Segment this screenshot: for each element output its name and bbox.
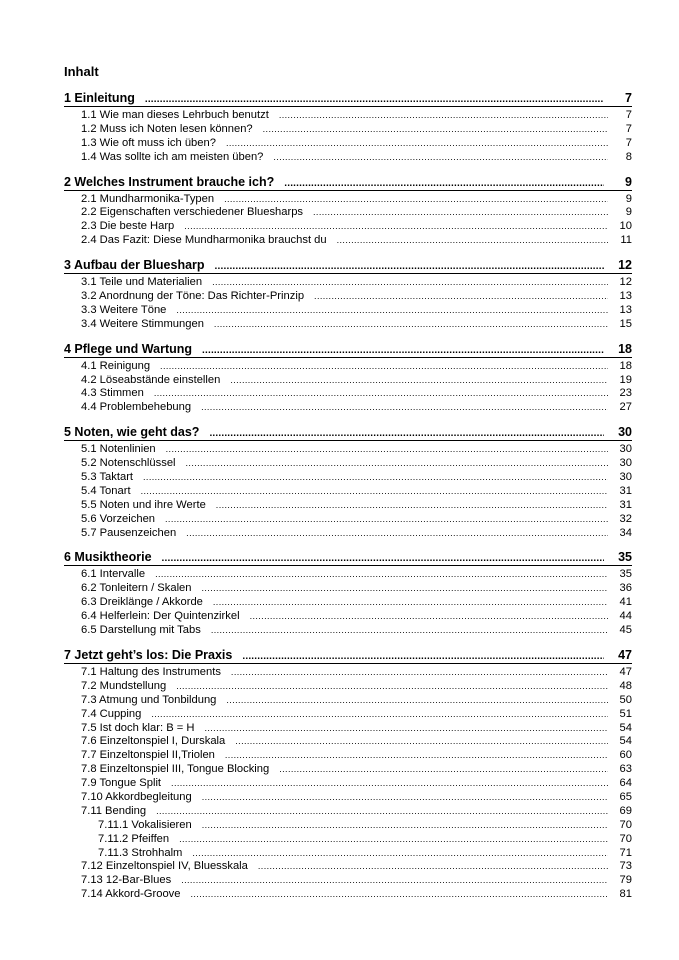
entry-page-number: 81 — [619, 888, 632, 901]
dot-leader — [186, 457, 608, 471]
dot-leader — [337, 234, 608, 248]
chapter-title: 3 Aufbau der Bluesharp — [64, 258, 205, 273]
entry-title: 7.11.3 Strohhalm — [98, 846, 183, 859]
toc-entry — [64, 360, 632, 374]
toc-entry — [64, 624, 632, 638]
chapter-title: 7 Jetzt geht’s los: Die Praxis — [64, 647, 233, 662]
dot-leader — [171, 777, 608, 791]
dot-leader — [226, 137, 608, 151]
toc-entry — [64, 805, 632, 819]
entry-title: 7.7 Einzeltonspiel II,Triolen — [81, 749, 215, 762]
toc-entry — [64, 680, 632, 694]
entry-title: 2.4 Das Fazit: Diese Mundharmonika brauchst du — [81, 234, 327, 247]
dot-leader — [213, 596, 608, 610]
toc-entry — [64, 860, 632, 874]
dot-leader — [284, 176, 604, 192]
entry-title: 7.5 Ist doch klar: B = H — [81, 721, 195, 734]
dot-leader — [258, 860, 608, 874]
entry-page-number: 50 — [619, 693, 632, 706]
entry-page-number: 47 — [619, 665, 632, 678]
toc-entry — [64, 847, 632, 861]
dot-leader — [313, 206, 608, 220]
toc-entry — [64, 206, 632, 220]
entry-page-number: 23 — [619, 387, 632, 400]
entry-page-number: 18 — [619, 359, 632, 372]
dot-leader — [212, 276, 608, 290]
entry-title: 6.5 Darstellung mit Tabs — [81, 624, 201, 637]
entry-title: 4.1 Reinigung — [81, 359, 151, 372]
dot-leader — [215, 259, 604, 275]
dot-leader — [250, 610, 608, 624]
entry-title: 7.12 Einzeltonspiel IV, Bluesskala — [81, 860, 248, 873]
entry-page-number: 8 — [625, 150, 632, 163]
toc-entry — [64, 401, 632, 415]
entry-page-number: 69 — [619, 804, 632, 817]
entry-title: 5.3 Taktart — [81, 471, 134, 484]
toc-entry — [64, 193, 632, 207]
dot-leader — [230, 374, 608, 388]
entry-page-number: 13 — [619, 303, 632, 316]
entry-title: 7.11.2 Pfeiffen — [98, 832, 170, 845]
entry-page-number: 31 — [619, 484, 632, 497]
entry-title: 5.4 Tonart — [81, 484, 131, 497]
toc-entry — [64, 471, 632, 485]
entry-title: 6.1 Intervalle — [81, 568, 146, 581]
entry-page-number: 7 — [625, 109, 632, 121]
entry-page-number: 9 — [625, 192, 632, 205]
toc-entry — [64, 833, 632, 847]
entry-page-number: 34 — [619, 526, 632, 539]
toc-entry — [64, 722, 632, 736]
toc-entry — [64, 457, 632, 471]
entry-title: 5.2 Notenschlüssel — [81, 457, 176, 470]
entry-page-number: 31 — [619, 498, 632, 511]
toc-entry — [64, 708, 632, 722]
chapter-title: 4 Pflege und Wartung — [64, 341, 193, 356]
entry-title: 7.13 12-Bar-Blues — [81, 874, 172, 887]
toc-entry — [64, 290, 632, 304]
dot-leader — [202, 582, 609, 596]
entry-page-number: 30 — [619, 471, 632, 484]
entry-page-number: 7 — [625, 122, 632, 135]
chapter-heading — [64, 174, 632, 191]
dot-leader — [231, 666, 608, 680]
toc-entry — [64, 874, 632, 888]
toc-entry — [64, 596, 632, 610]
chapter-page-number: 47 — [618, 647, 632, 662]
toc-entry — [64, 749, 632, 763]
dot-leader — [166, 443, 608, 457]
toc-entry — [64, 234, 632, 248]
entry-title: 7.11 Bending — [81, 804, 147, 817]
chapter-title: 2 Welches Instrument brauche ich? — [64, 174, 275, 189]
entry-title: 5.5 Noten und ihre Werte — [81, 498, 206, 511]
entry-page-number: 54 — [619, 735, 632, 748]
entry-title: 4.4 Problembehebung — [81, 401, 192, 414]
dot-leader — [181, 874, 608, 888]
chapter-heading — [64, 424, 632, 441]
toc-entry — [64, 220, 632, 234]
toc-chapter — [64, 341, 632, 416]
toc-title: Inhalt — [64, 64, 99, 79]
entry-page-number: 70 — [619, 832, 632, 845]
chapter-page-number: 9 — [625, 174, 632, 189]
dot-leader — [160, 360, 608, 374]
entry-title: 1.4 Was sollte ich am meisten üben? — [81, 150, 264, 163]
chapter-heading — [64, 341, 632, 358]
entry-page-number: 15 — [619, 317, 632, 330]
entry-title: 7.2 Mundstellung — [81, 679, 167, 692]
entry-page-number: 65 — [619, 790, 632, 803]
dot-leader — [179, 833, 608, 847]
entry-title: 5.1 Notenlinien — [81, 443, 156, 456]
chapter-title: 5 Noten, wie geht das? — [64, 425, 200, 440]
entry-title: 7.8 Einzeltonspiel III, Tongue Blocking — [81, 763, 270, 776]
entry-title: 7.6 Einzeltonspiel I, Durskala — [81, 735, 226, 748]
toc-entry — [64, 694, 632, 708]
entry-title: 7.1 Haltung des Instruments — [81, 665, 221, 678]
entry-page-number: 64 — [619, 777, 632, 790]
entry-page-number: 11 — [620, 234, 632, 247]
entry-title: 3.3 Weitere Töne — [81, 303, 167, 316]
entry-title: 1.3 Wie oft muss ich üben? — [81, 136, 216, 149]
entry-page-number: 45 — [619, 624, 632, 637]
entry-title: 7.10 Akkordbegleitung — [81, 790, 192, 803]
toc-chapter — [64, 424, 632, 540]
entry-title: 2.1 Mundharmonika-Typen — [81, 192, 215, 205]
chapter-heading — [64, 257, 632, 274]
entry-page-number: 35 — [619, 568, 632, 581]
dot-leader — [209, 426, 604, 442]
toc-chapter — [64, 549, 632, 637]
entry-page-number: 79 — [619, 874, 632, 887]
entry-page-number: 63 — [619, 763, 632, 776]
dot-leader — [156, 805, 608, 819]
toc-chapter — [64, 257, 632, 332]
entry-title: 2.3 Die beste Harp — [81, 220, 175, 233]
toc-entry — [64, 666, 632, 680]
dot-leader — [216, 499, 608, 513]
entry-page-number: 36 — [619, 582, 632, 595]
dot-leader — [202, 343, 604, 359]
dot-leader — [279, 763, 608, 777]
entry-title: 7.4 Cupping — [81, 707, 142, 720]
dot-leader — [184, 220, 608, 234]
toc-entry — [64, 582, 632, 596]
entry-title: 2.2 Eigenschaften verschiedener Bluesharps — [81, 206, 304, 219]
toc-entry — [64, 527, 632, 541]
dot-leader — [202, 791, 608, 805]
dot-leader — [263, 123, 608, 137]
entry-title: 1.2 Muss ich Noten lesen können? — [81, 122, 253, 135]
toc-entry — [64, 137, 632, 151]
dot-leader — [186, 527, 608, 541]
toc-entry — [64, 318, 632, 332]
toc-entry — [64, 123, 632, 137]
entry-page-number: 30 — [619, 443, 632, 456]
chapter-page-number: 7 — [625, 91, 632, 105]
chapter-heading — [64, 90, 632, 107]
entry-title: 5.7 Pausenzeichen — [81, 526, 177, 539]
entry-page-number: 48 — [619, 679, 632, 692]
chapter-page-number: 12 — [618, 258, 632, 273]
toc-entry — [64, 485, 632, 499]
entry-page-number: 54 — [619, 721, 632, 734]
chapter-title: 6 Musiktheorie — [64, 550, 152, 565]
entry-title: 4.2 Löseabstände einstellen — [81, 373, 221, 386]
entry-title: 3.4 Weitere Stimmungen — [81, 317, 204, 330]
entry-title: 6.2 Tonleitern / Skalen — [81, 582, 192, 595]
chapter-page-number: 30 — [618, 425, 632, 440]
dot-leader — [145, 92, 604, 108]
toc-entry — [64, 499, 632, 513]
chapter-title: 1 Einleitung — [64, 91, 135, 105]
dot-leader — [165, 513, 608, 527]
dot-leader — [155, 568, 608, 582]
toc-entry — [64, 374, 632, 388]
chapter-heading — [64, 647, 632, 664]
dot-leader — [151, 708, 608, 722]
entry-page-number: 73 — [619, 860, 632, 873]
entry-title: 3.1 Teile und Materialien — [81, 276, 203, 289]
chapter-page-number: 35 — [618, 550, 632, 565]
toc-entry — [64, 276, 632, 290]
dot-leader — [242, 649, 604, 665]
entry-title: 1.1 Wie man dieses Lehrbuch benutzt — [81, 109, 269, 121]
dot-leader — [176, 680, 608, 694]
dot-leader — [235, 735, 608, 749]
dot-leader — [204, 722, 608, 736]
toc-entry — [64, 568, 632, 582]
dot-leader — [202, 819, 608, 833]
entry-page-number: 7 — [625, 136, 632, 149]
toc-page — [64, 64, 632, 911]
dot-leader — [201, 401, 608, 415]
entry-page-number: 51 — [619, 707, 632, 720]
chapter-page-number: 18 — [618, 341, 632, 356]
toc-entry — [64, 151, 632, 165]
entry-title: 4.3 Stimmen — [81, 387, 144, 400]
entry-title: 7.11.1 Vokalisieren — [98, 818, 192, 831]
dot-leader — [211, 624, 608, 638]
dot-leader — [279, 109, 608, 123]
entry-page-number: 13 — [619, 290, 632, 303]
toc-entry — [64, 610, 632, 624]
dot-leader — [314, 290, 608, 304]
toc-chapter — [64, 90, 632, 165]
entry-title: 7.14 Akkord-Groove — [81, 888, 181, 901]
chapter-heading — [64, 549, 632, 566]
toc-entry — [64, 777, 632, 791]
dot-leader — [192, 847, 608, 861]
dot-leader — [162, 551, 604, 567]
toc-entry — [64, 763, 632, 777]
entry-page-number: 60 — [619, 749, 632, 762]
toc-entry — [64, 109, 632, 123]
dot-leader — [226, 694, 608, 708]
dot-leader — [143, 471, 608, 485]
toc-entry — [64, 791, 632, 805]
entry-title: 6.4 Helferlein: Der Quintenzirkel — [81, 610, 240, 623]
entry-title: 7.3 Atmung und Tonbildung — [81, 693, 217, 706]
dot-leader — [191, 888, 609, 902]
dot-leader — [141, 485, 608, 499]
entry-page-number: 44 — [619, 610, 632, 623]
entry-page-number: 32 — [619, 512, 632, 525]
toc-entry — [64, 819, 632, 833]
dot-leader — [224, 193, 608, 207]
entry-title: 3.2 Anordnung der Töne: Das Richter-Prinzip — [81, 290, 305, 303]
entry-page-number: 30 — [619, 457, 632, 470]
entry-page-number: 10 — [619, 220, 632, 233]
toc-entry — [64, 735, 632, 749]
toc-entry — [64, 443, 632, 457]
dot-leader — [176, 304, 608, 318]
entry-page-number: 27 — [619, 401, 632, 414]
entry-title: 5.6 Vorzeichen — [81, 512, 156, 525]
entry-page-number: 41 — [619, 596, 632, 609]
toc-entry — [64, 513, 632, 527]
toc-entry — [64, 304, 632, 318]
entry-page-number: 12 — [619, 276, 632, 289]
dot-leader — [225, 749, 608, 763]
toc-entry — [64, 888, 632, 902]
entry-title: 7.9 Tongue Split — [81, 777, 162, 790]
toc-chapter — [64, 647, 632, 902]
toc-body — [64, 90, 632, 902]
dot-leader — [154, 387, 608, 401]
entry-page-number: 19 — [619, 373, 632, 386]
dot-leader — [214, 318, 608, 332]
entry-page-number: 70 — [619, 818, 632, 831]
dot-leader — [273, 151, 608, 165]
toc-chapter — [64, 174, 632, 249]
entry-title: 6.3 Dreiklänge / Akkorde — [81, 596, 203, 609]
entry-page-number: 9 — [625, 206, 632, 219]
toc-entry — [64, 387, 632, 401]
entry-page-number: 71 — [619, 846, 632, 859]
